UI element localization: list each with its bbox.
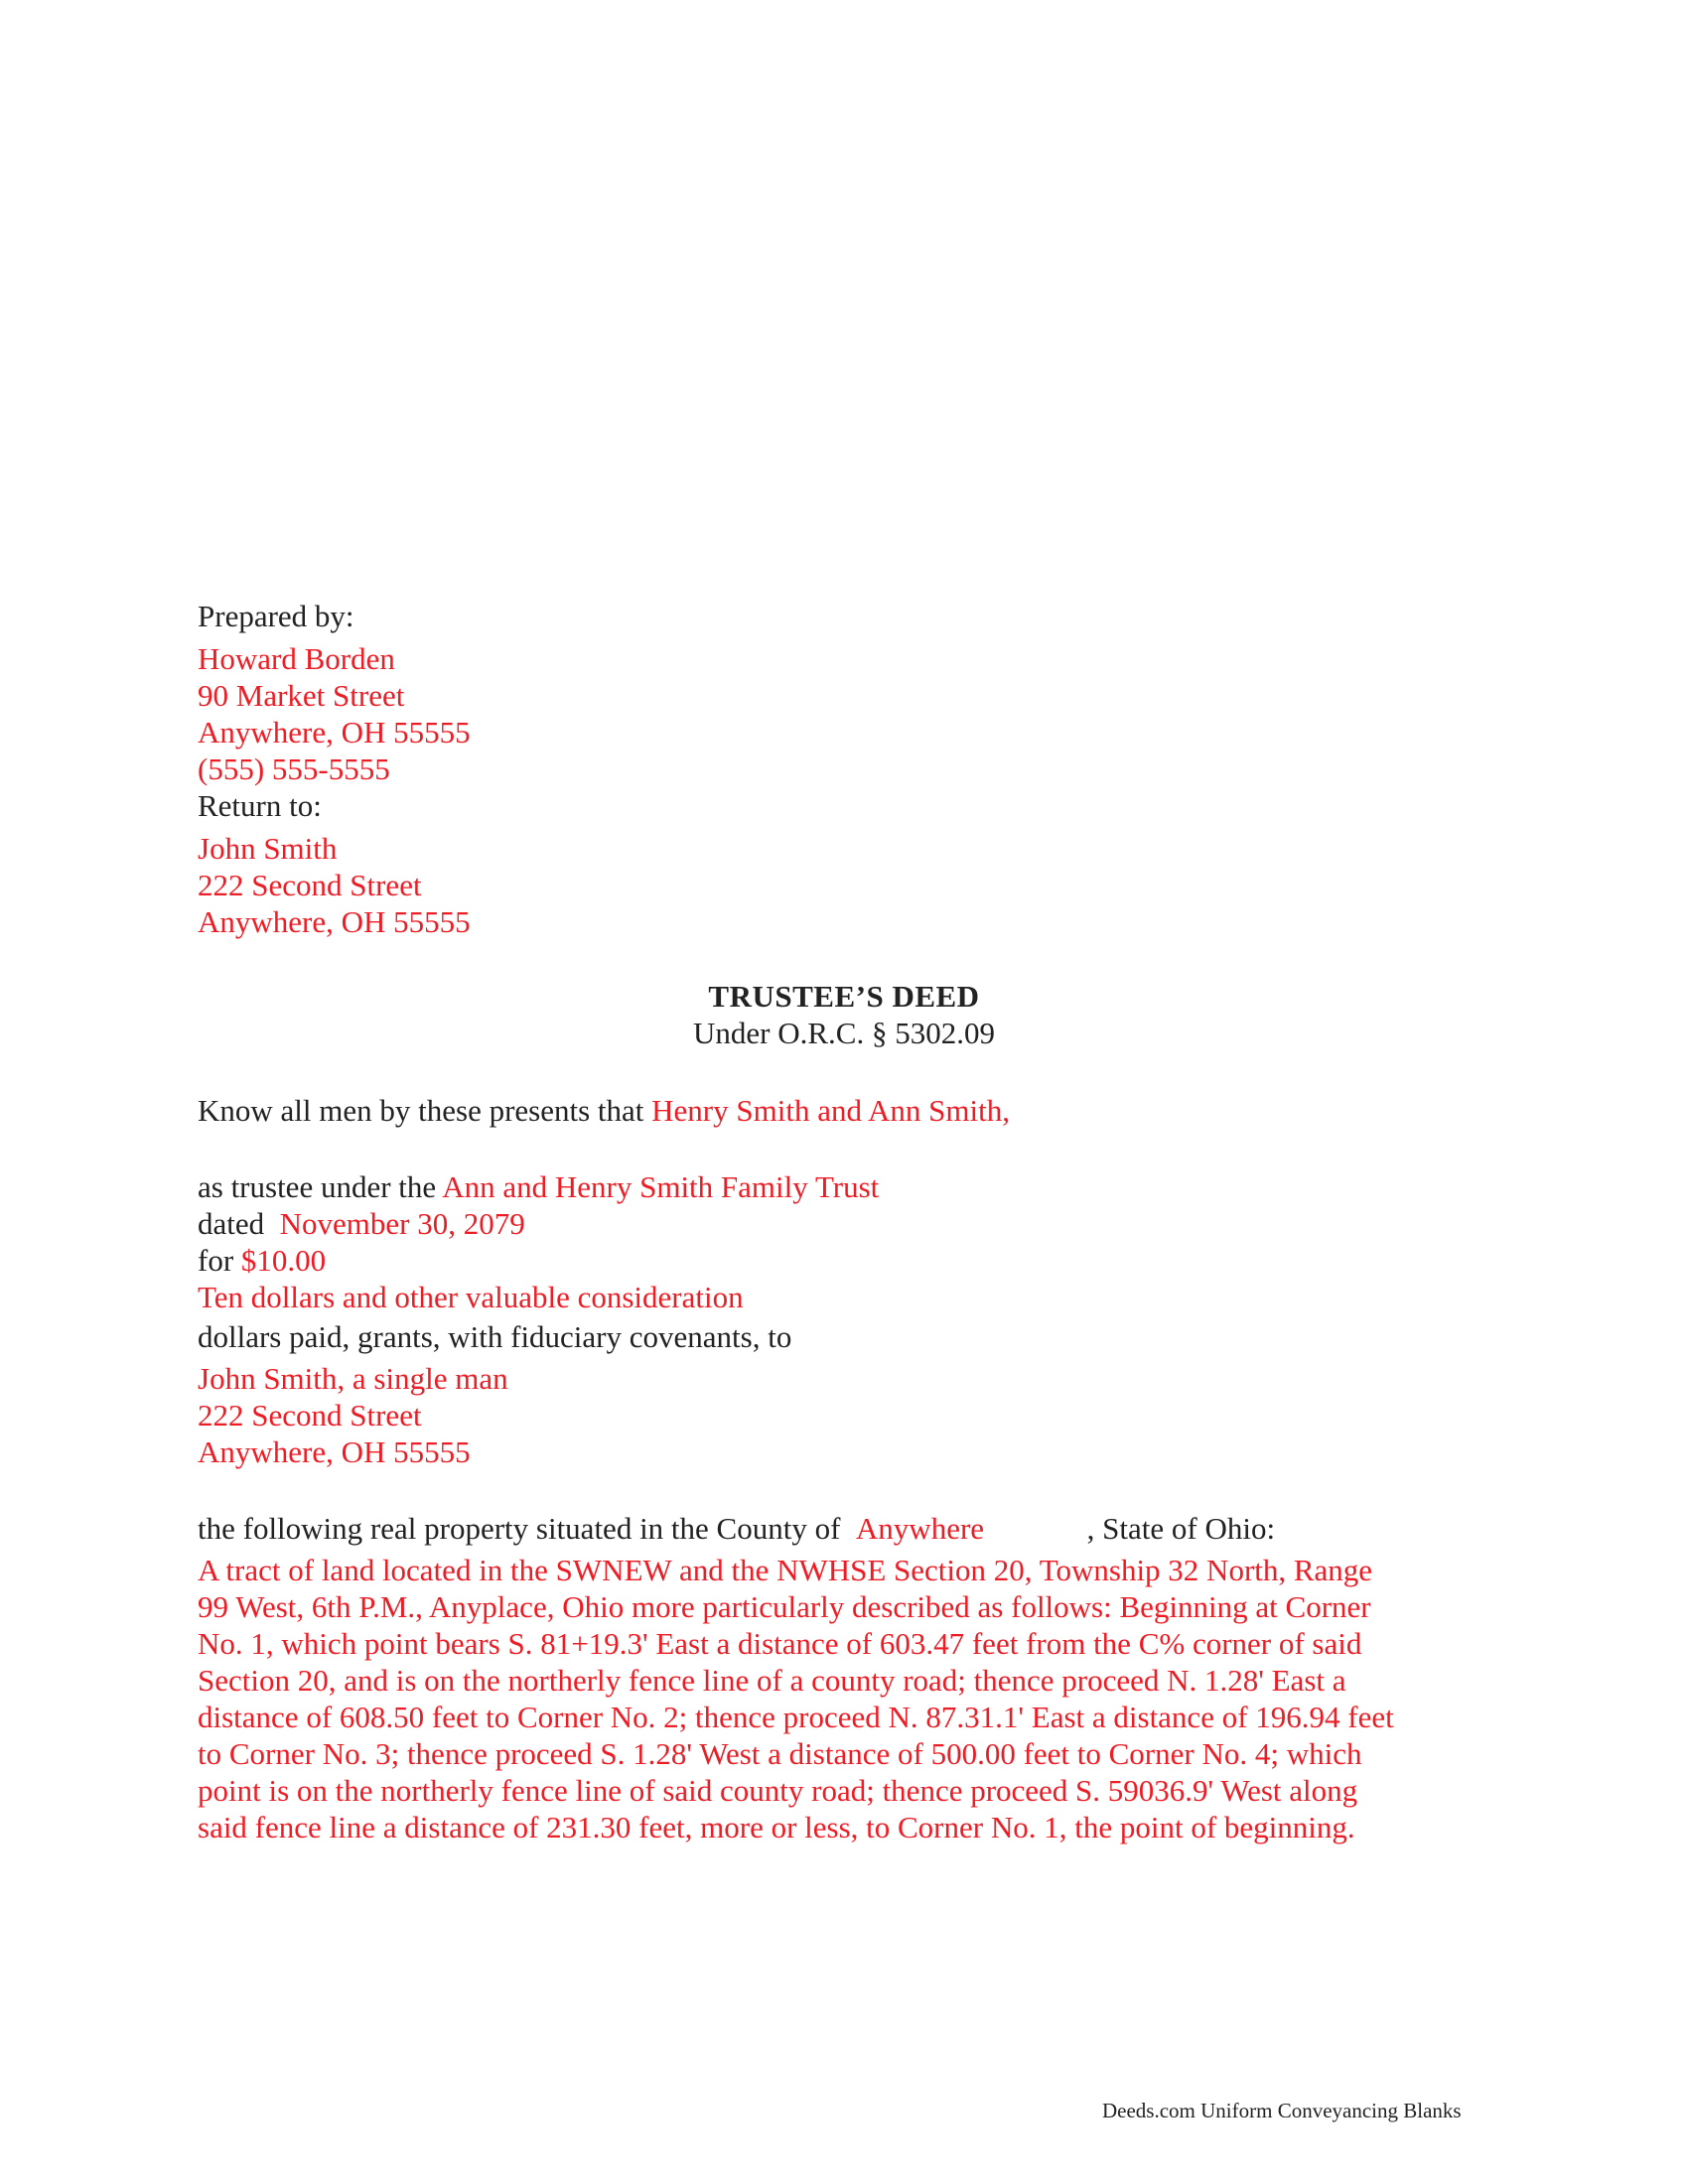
trust-date: November 30, 2079: [279, 1206, 525, 1241]
legal-description-line: point is on the northerly fence line of said county road; thence proceed S. 59036.9' West along: [198, 1773, 1358, 1808]
legal-description-line: to Corner No. 3; thence proceed S. 1.28' West a distance of 500.00 feet to Corner No. 4; which: [198, 1736, 1362, 1771]
intro-text: Know all men by these presents that: [198, 1093, 644, 1128]
legal-description-line: distance of 608.50 feet to Corner No. 2; thence proceed N. 87.31.1' East a distance of 196.94 feet: [198, 1700, 1394, 1734]
county-line: [198, 1510, 1275, 1547]
trustee-text: as trustee under the: [198, 1169, 437, 1204]
return-to-label: Return to:: [198, 788, 322, 823]
preparer-name: Howard Borden: [198, 641, 395, 676]
preparer-city: Anywhere, OH 55555: [198, 715, 471, 750]
for-text: for: [198, 1243, 234, 1278]
deed-title: TRUSTEE’S DEED: [708, 979, 980, 1014]
preparer-street: 90 Market Street: [198, 678, 405, 713]
for-line: [198, 1242, 326, 1279]
legal-description-line: A tract of land located in the SWNEW and the NWHSE Section 20, Township 32 North, Range: [198, 1553, 1373, 1587]
dated-text: dated: [198, 1206, 265, 1241]
footer-text: Deeds.com Uniform Conveyancing Blanks: [1102, 2099, 1462, 2122]
grantee-city: Anywhere, OH 55555: [198, 1434, 471, 1469]
grantee-street: 222 Second Street: [198, 1398, 422, 1433]
grantors: Henry Smith and Ann Smith,: [651, 1093, 1010, 1128]
trustee-line: [198, 1168, 879, 1205]
legal-description-line: No. 1, which point bears S. 81+19.3' East a distance of 603.47 feet from the C% corner of said: [198, 1626, 1362, 1661]
amount: $10.00: [240, 1243, 327, 1278]
preparer-phone: (555) 555-5555: [198, 751, 390, 786]
legal-description-line: said fence line a distance of 231.30 feet, more or less, to Corner No. 1, the point of beginning.: [198, 1810, 1355, 1844]
dated-line: [198, 1205, 525, 1242]
county-name: Anywhere: [855, 1511, 985, 1546]
grant-text: dollars paid, grants, with fiduciary covenants, to: [198, 1319, 792, 1354]
trust-name: Ann and Henry Smith Family Trust: [442, 1169, 880, 1204]
deed-subtitle: Under O.R.C. § 5302.09: [693, 1016, 995, 1050]
amount-words: Ten dollars and other valuable consideration: [198, 1280, 744, 1314]
legal-description-line: 99 West, 6th P.M., Anyplace, Ohio more particularly described as follows: Beginning at Corner: [198, 1589, 1371, 1624]
return-name: John Smith: [198, 831, 338, 866]
county-prefix: the following real property situated in the County of: [198, 1511, 841, 1546]
return-street: 222 Second Street: [198, 868, 422, 902]
prepared-by-label: Prepared by:: [198, 599, 354, 633]
legal-description: [198, 1552, 1488, 1845]
county-suffix: , State of Ohio:: [1086, 1511, 1276, 1546]
return-city: Anywhere, OH 55555: [198, 904, 471, 939]
legal-description-line: Section 20, and is on the northerly fence line of a county road; thence proceed N. 1.28' East a: [198, 1663, 1346, 1698]
grantee-name: John Smith, a single man: [198, 1361, 508, 1396]
intro-line: [198, 1092, 1010, 1129]
